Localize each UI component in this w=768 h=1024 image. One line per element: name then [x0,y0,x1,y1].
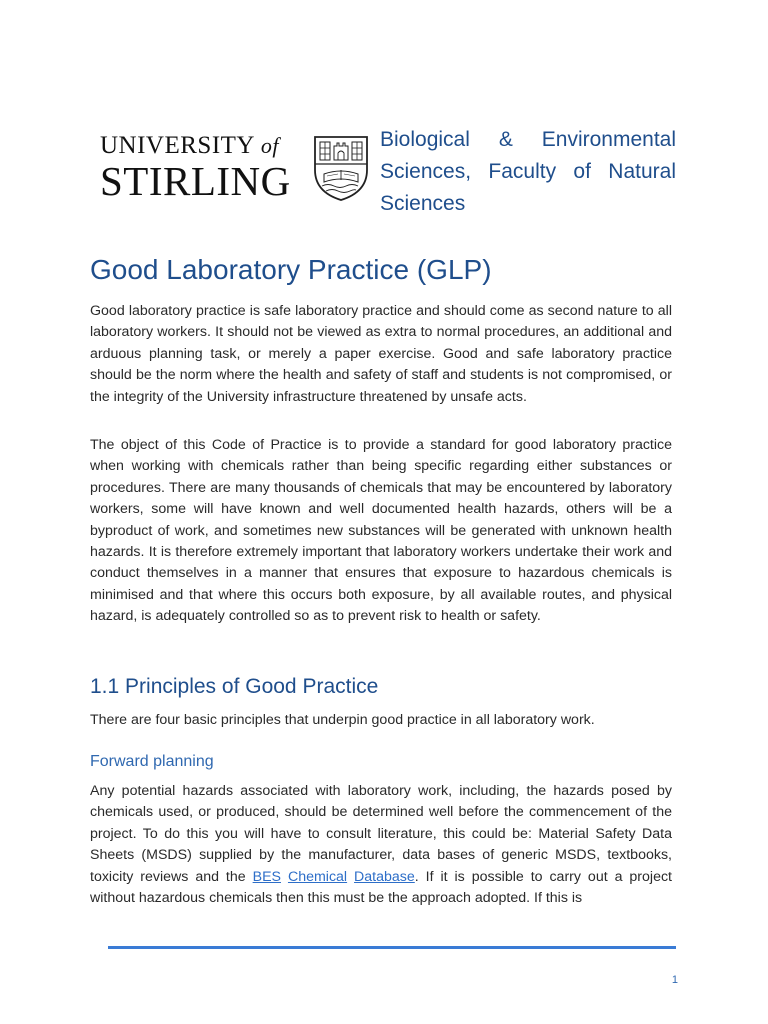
link-bes[interactable]: BES [252,868,281,885]
page-title: Good Laboratory Practice (GLP) [90,254,492,285]
faculty-name: Biological & Environmental Sciences, Faculty of Natural Sciences [380,128,676,215]
subsection-heading-forward-planning: Forward planning [90,753,214,770]
section-heading-principles: 1.1 Principles of Good Practice [90,675,379,698]
paragraph-forward-planning [90,781,672,909]
paragraph-principles-intro: There are four basic principles that underpin good practice in all laboratory work. [90,712,595,728]
page-number: 1 [671,974,678,986]
logo-word-stirling: STIRLING [100,158,291,204]
logo-word-university: UNIVERSITY [100,132,255,159]
paragraph-intro: Good laboratory practice is safe laboratory practice and should come as second nature to all laboratory workers. It should not be viewed as extra to normal procedures, an additional and arduous planning task, or merely a paper exercise. Good and safe laboratory practice should be the norm where the health and safety of staff and students is not compromised, or the integrity of the University infrastructure threatened by unsafe acts. [90,303,672,405]
logo-line-university [100,132,305,160]
link-database[interactable]: Database [354,868,415,885]
footer-divider [108,946,676,949]
logo-word-of: of [260,133,279,158]
forward-planning-text-start: Any potential hazards associated with laboratory work, including, the hazards posed by chemicals used, or produced, should be determined well before the commencement of the project. To do this you will have to consult literature, this could be: Material Safety Data Sheets (MSDS) supplied by the manufacturer, data bases of generic MSDS, textbooks, toxicity reviews and the [90,783,672,885]
document-header [100,124,676,220]
link-chemical[interactable]: Chemical [287,868,348,885]
university-crest-icon [312,134,370,202]
forward-planning-text-end: . If it is possible to carry out a project without hazardous chemicals then this must be the approach adopted. If this is [90,868,673,907]
university-logo [100,132,305,202]
paragraph-code-of-practice: The object of this Code of Practice is to provide a standard for good laboratory practice when working with chemicals rather than being specific regarding either substances or procedures. There are many thousands of chemicals that may be encountered by laboratory workers, some will have known and well documented health hazards, others will be a byproduct of work, and sometimes new substances will be generated with unknown health hazards. It is therefore extremely important that laboratory workers undertake their work and conduct themselves in a manner that ensures that exposure to hazardous chemicals is minimised and that where this occurs both exposure, by all available routes, and physical hazard, is adequately controlled so as to prevent risk to health or safety. [90,437,672,625]
